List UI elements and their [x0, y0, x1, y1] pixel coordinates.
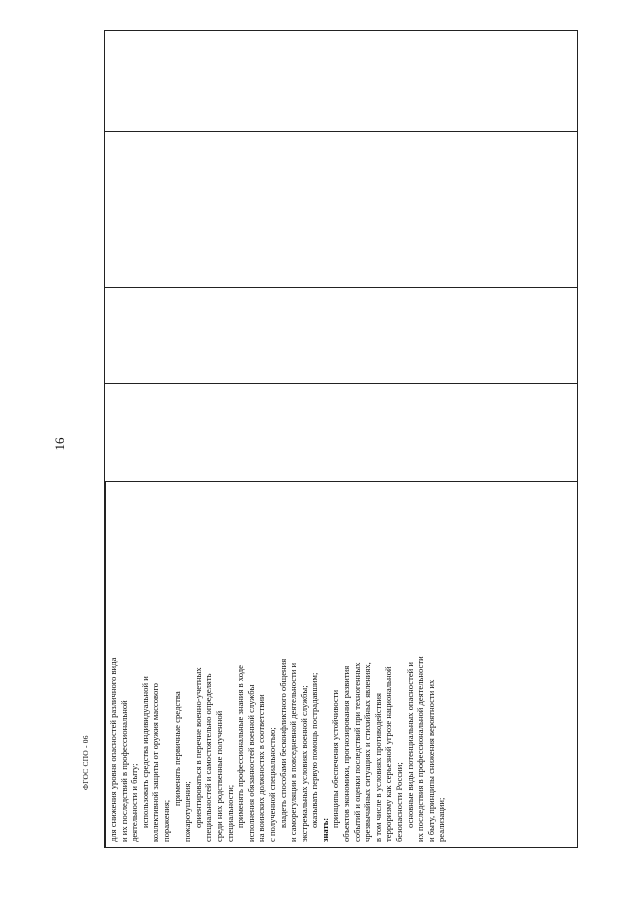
cell-text-line: терроризму как серьезной угрозе национальной	[383, 666, 394, 842]
cell-text-line: использовать средства индивидуальной и	[139, 676, 150, 828]
page-number: 16	[52, 437, 67, 451]
cell-text-line: безопасности России;	[394, 762, 405, 842]
column-divider	[105, 131, 577, 132]
cell-text-line: событий и оценки последствий при техногенных	[351, 662, 362, 842]
cell-text-line: и их последствий в профессиональной	[118, 700, 129, 842]
cell-text-line: специальности;	[224, 784, 235, 842]
cell-text-line: основные виды потенциальных опасностей и	[404, 662, 415, 828]
cell-text-line: коллективной защиты от оружия массового	[150, 683, 161, 842]
cell-text-line: ориентироваться в перечне военно-учетных	[192, 667, 203, 828]
cell-text-line: поражения;	[160, 799, 171, 842]
cell-text-line: их последствия в профессиональной деятельности	[415, 656, 426, 842]
column-divider	[105, 481, 577, 482]
cell-text-line: применять первичные средства	[171, 691, 182, 806]
column-divider	[105, 383, 577, 384]
cell-text-line: для снижения уровня опасностей различного вида	[108, 657, 118, 842]
cell-text-line: на воинских должностях в соответствии	[256, 694, 267, 842]
cell-text-line: и быту, принципы снижения вероятности их	[425, 679, 436, 842]
cell-text-line: оказывать первую помощь пострадавшим;	[309, 672, 320, 828]
cell-text-line: знать:	[319, 817, 330, 842]
cell-text-line: исполнения обязанностей военной службы	[245, 684, 256, 842]
cell-text-line: чрезвычайных ситуациях и стихийных явлениях,	[362, 662, 373, 842]
cell-text-line: в том числе в условиях противодействия	[372, 693, 383, 842]
cell-text-line: экстремальных условиях военной службы;	[298, 685, 309, 842]
cell-text-line: объектов экономики, прогнозирования развития	[341, 665, 352, 842]
cell-text-line: специальностей и самостоятельно определять	[203, 673, 214, 842]
cell-text-line: и саморегуляции в повседневной деятельности и	[288, 662, 299, 842]
cell-text-line: среди них родственные полученной	[213, 710, 224, 842]
competency-text-cell	[104, 530, 544, 848]
cell-text-line: владеть способами бесконфликтного общения	[277, 658, 288, 828]
cell-text-line: деятельности и быту;	[129, 763, 140, 842]
cell-text-line: пожаротушения;	[182, 781, 193, 842]
footer-label: ФГОС СПО - 06	[81, 735, 90, 790]
cell-text-line: применять профессиональные знания в ходе	[235, 665, 246, 828]
cell-text-line: принципы обеспечения устойчивости	[330, 689, 341, 828]
column-divider	[105, 287, 577, 288]
cell-text-line: с полученной специальностью;	[266, 727, 277, 842]
cell-text-line: реализации;	[436, 797, 447, 842]
